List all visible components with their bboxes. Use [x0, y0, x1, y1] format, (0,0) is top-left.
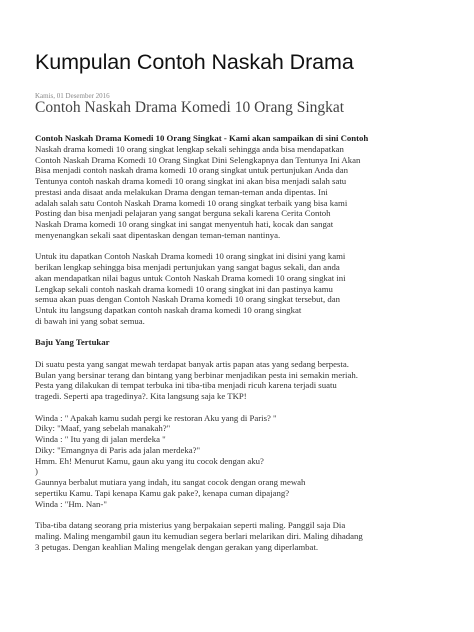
- dialog-line: Winda : "Hm. Nan-": [35, 498, 107, 509]
- para4-line: 3 petugas. Dengan keahlian Maling mengelak dengan gerakan yang diperlambat.: [35, 541, 319, 552]
- dialog-line: Hmm. Eh! Menurut Kamu, gaun aku yang itu cocok dengan aku?: [35, 455, 264, 466]
- intro-line: Tentunya contoh naskah drama komedi 10 orang singkat ini akan bisa menjadi salah satu: [35, 176, 347, 186]
- intro-line: Bisa menjadi contoh naskah drama komedi 10 orang singkat untuk pertunjukan Anda dan: [35, 165, 348, 176]
- dialog-line: Diky: "Emangnya di Paris ada jalan merdeka?": [35, 444, 201, 455]
- section-heading: Baju Yang Tertukar: [35, 337, 110, 348]
- para3-line: tragedi. Seperti apa tragedinya?. Kita langsung saja ke TKP!: [35, 391, 247, 401]
- para4-line: maling. Maling mengambil gaun itu kemudian segera berlari melarikan diri. Maling dihadang: [35, 530, 363, 541]
- post-title[interactable]: Contoh Naskah Drama Komedi 10 Orang Singkat: [35, 99, 345, 116]
- para2-line: semua akan puas dengan Contoh Naskah Drama komedi 10 orang singkat tersebut, dan: [35, 294, 340, 305]
- para2-line: berikan lengkap sehingga bisa menjadi pertunjukan yang sangat bagus sekali, dan anda: [35, 262, 340, 272]
- para2-line: akan mendapatkan nilai bagus untuk Contoh Naskah Drama komedi 10 orang singkat ini: [35, 272, 346, 283]
- dialog-line: ): [35, 466, 38, 477]
- dialog-line: Diky: "Maaf, yang sebelah manakah?": [35, 423, 171, 434]
- intro-line: Contoh Naskah Drama Komedi 10 Orang Singkat Dini Selengkapnya dan Tentunya Ini Akan: [35, 154, 361, 165]
- para2-line: Untuk itu langsung dapatkan contoh naskah drama komedi 10 orang singkat: [35, 305, 302, 315]
- para4-line: Tiba-tiba datang seorang pria misterius yang berpakaian seperti maling. Panggil saja Dia: [35, 520, 346, 530]
- para3-line: Di suatu pesta yang sangat mewah terdapat banyak artis papan atas yang sedang berpesta.: [35, 358, 349, 369]
- post-body: [35, 133, 445, 552]
- post-date: Kamis, 01 Desember 2016: [35, 92, 110, 100]
- intro-line: adalah salah satu Contoh Naskah Drama komedi 10 orang singkat terbaik yang bisa kami: [35, 197, 348, 208]
- intro-line: Naskah drama komedi 10 orang singkat lengkap sekali sehingga anda bisa mendapatkan: [35, 143, 344, 154]
- intro-line: Posting dan bisa menjadi pelajaran yang sangat berguna sekali karena Cerita Contoh: [35, 208, 331, 219]
- dialog-line: Winda : " Itu yang di jalan merdeka ": [35, 434, 166, 444]
- intro-line: prestasi anda disaat anda melakukan Drama dengan teman-teman anda dipentas. Ini: [35, 186, 328, 197]
- para2-line: Lengkap sekali contoh naskah drama komedi 10 orang singkat ini dan pastinya kamu: [35, 283, 333, 294]
- dialog-line: Gaunnya berbalut mutiara yang indah, itu sangat cocok dengan orang mewah: [35, 477, 306, 487]
- para3-line: Pesta yang dilakukan di tempat terbuka ini tiba-tiba menjadi ricuh karena terjadi suatu: [35, 380, 337, 391]
- blog-title[interactable]: Kumpulan Contoh Naskah Drama: [35, 50, 354, 74]
- para3-line: Bulan yang bersinar terang dan bintang yang berbinar menjadikan pesta ini semakin meriah.: [35, 369, 358, 380]
- intro-line-bold: Contoh Naskah Drama Komedi 10 Orang Singkat - Kami akan sampaikan di sini Contoh: [35, 133, 369, 143]
- para2-line: Untuk itu dapatkan Contoh Naskah Drama komedi 10 orang singkat ini disini yang kami: [35, 251, 346, 262]
- intro-line: Naskah Drama komedi 10 orang singkat ini sangat menyentuh hati, kocak dan sangat: [35, 219, 334, 229]
- dialog-line: Winda : " Apakah kamu sudah pergi ke restoran Aku yang di Paris? ": [35, 412, 277, 423]
- para2-line: di bawah ini yang sobat semua.: [35, 315, 145, 326]
- intro-line: menyenangkan sekali saat dipentaskan dengan teman-teman nantinya.: [35, 229, 281, 240]
- dialog-line: sepertiku Kamu. Tapi kenapa Kamu gak pake?, kenapa cuman dipajang?: [35, 487, 290, 498]
